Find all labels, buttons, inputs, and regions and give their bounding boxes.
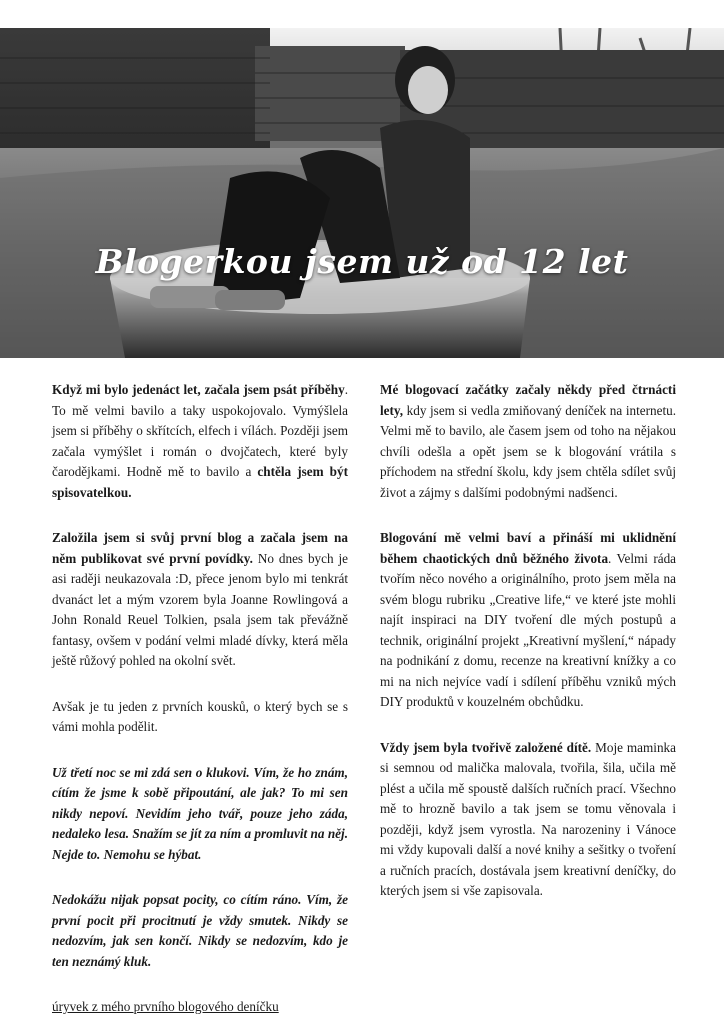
bold-text: Založila jsem si svůj první blog a začala jsem na něm publikovat své první povídky. <box>52 530 348 566</box>
quote-source-link[interactable]: úryvek z mého prvního blogového deníčku <box>52 999 279 1014</box>
body-text: Moje maminka si semnou od malička malovala, tvořila, šila, učila mě plést a učila mě spoustě dalších ručních prací. Všechno mě to hrozně bavilo a tak jsem se tomu věnovala i později, když jsem vyrostla. Na narozeniny i Vánoce mi vždy kupovali další a nové knihy a sešitky o tvoření a ručních pracích, dostávala jsem kreativní deníčky, do kterých jsem si vše zapisovala. <box>380 739 676 898</box>
body-text: No dnes bych je asi raději neukazovala :D, přece jenom bylo mi tenkrát dvanáct let a mým vzorem byla Joanne Rowlingová a John Ronald Reuel Tolkien, psala jsem tak převážně fantasy, ovšem v podání velmi mladé dívky, která měla ještě růžový pohled na okolní svět. <box>52 550 348 668</box>
paragraph <box>52 380 348 503</box>
hero-photo <box>0 28 724 358</box>
paragraph: Avšak je tu jeden z prvních kousků, o který bych se s vámi mohla podělit. <box>52 698 348 734</box>
hero-photo-illustration <box>0 28 724 358</box>
paragraph <box>380 528 676 713</box>
quote-text: Už třetí noc se mi zdá sen o klukovi. Vím, že ho znám, cítím že jsme k sobě připoutání, ale jak? To mi sen nikdy nepoví. Nevidím jeho tvář, pouze jeho záda, nedaleko lesa. Snažím se jít za ním a promluvit na něj. Nejde to. Nemohu se hýbat. <box>52 764 348 862</box>
paragraph <box>380 738 676 902</box>
body-text: . To mě velmi bavilo a taky uspokojovalo. Vymýšlela jsem si příběhy o skřítcích, elfech i vílách. Později jsem začala vymýšlet i román o dvojčatech, které byly čarodějkami. Hodně mě to bavilo a <box>52 382 348 479</box>
quote-block <box>52 763 348 1018</box>
bold-text: Mé blogovací začátky začaly někdy před čtrnácti lety, <box>380 382 676 418</box>
body-text: kdy jsem si vedla zmiňovaný deníček na internetu. Velmi mě to bavilo, ale časem jsem od toho na nějakou chvíli odešla a opět jsem se k blogování vrátila s příchodem na střední školu, kdy jsem chtěla sdílet svůj život a zájmy s dalšími podobnými nadšenci. <box>380 402 676 500</box>
paragraph <box>380 380 676 503</box>
body-text: . Velmi ráda tvořím něco nového a originálního, proto jsem měla na svém blogu rubriku „Creative life,“ ve které jste mohli najít inspiraci na DIY tvoření dle mých postupů a technik, originální projekt „Kreativní myšlení,“ nápady na podnikání z domu, recenze na kreativní knížky a co mi na nich nejvíce vadí i sdílení příběhu vzniků mých DIY produktů v kouzelném obchůdku. <box>380 550 677 709</box>
quote-text: Nedokážu nijak popsat pocity, co cítím ráno. Vím, že první pocit při procitnutí je vždy smutek. Nikdy se nedozvím, jak sen končí. Nikdy se nedozvím, kdo je ten neznámý kluk. <box>52 892 348 969</box>
bold-text: Když mi bylo jedenáct let, začala jsem psát příběhy <box>52 382 345 397</box>
left-column <box>52 380 348 1018</box>
right-column <box>380 380 676 927</box>
bold-text: chtěla jsem být spisovatelkou. <box>52 464 348 500</box>
paragraph <box>52 528 348 672</box>
bold-text: Blogování mě velmi baví a přináší mi uklidnění během chaotických dnů běžného života <box>380 530 676 566</box>
bold-text: Vždy jsem byla tvořivě založené dítě. <box>380 739 592 755</box>
page-title: Blogerkou jsem už od 12 let <box>95 242 629 281</box>
